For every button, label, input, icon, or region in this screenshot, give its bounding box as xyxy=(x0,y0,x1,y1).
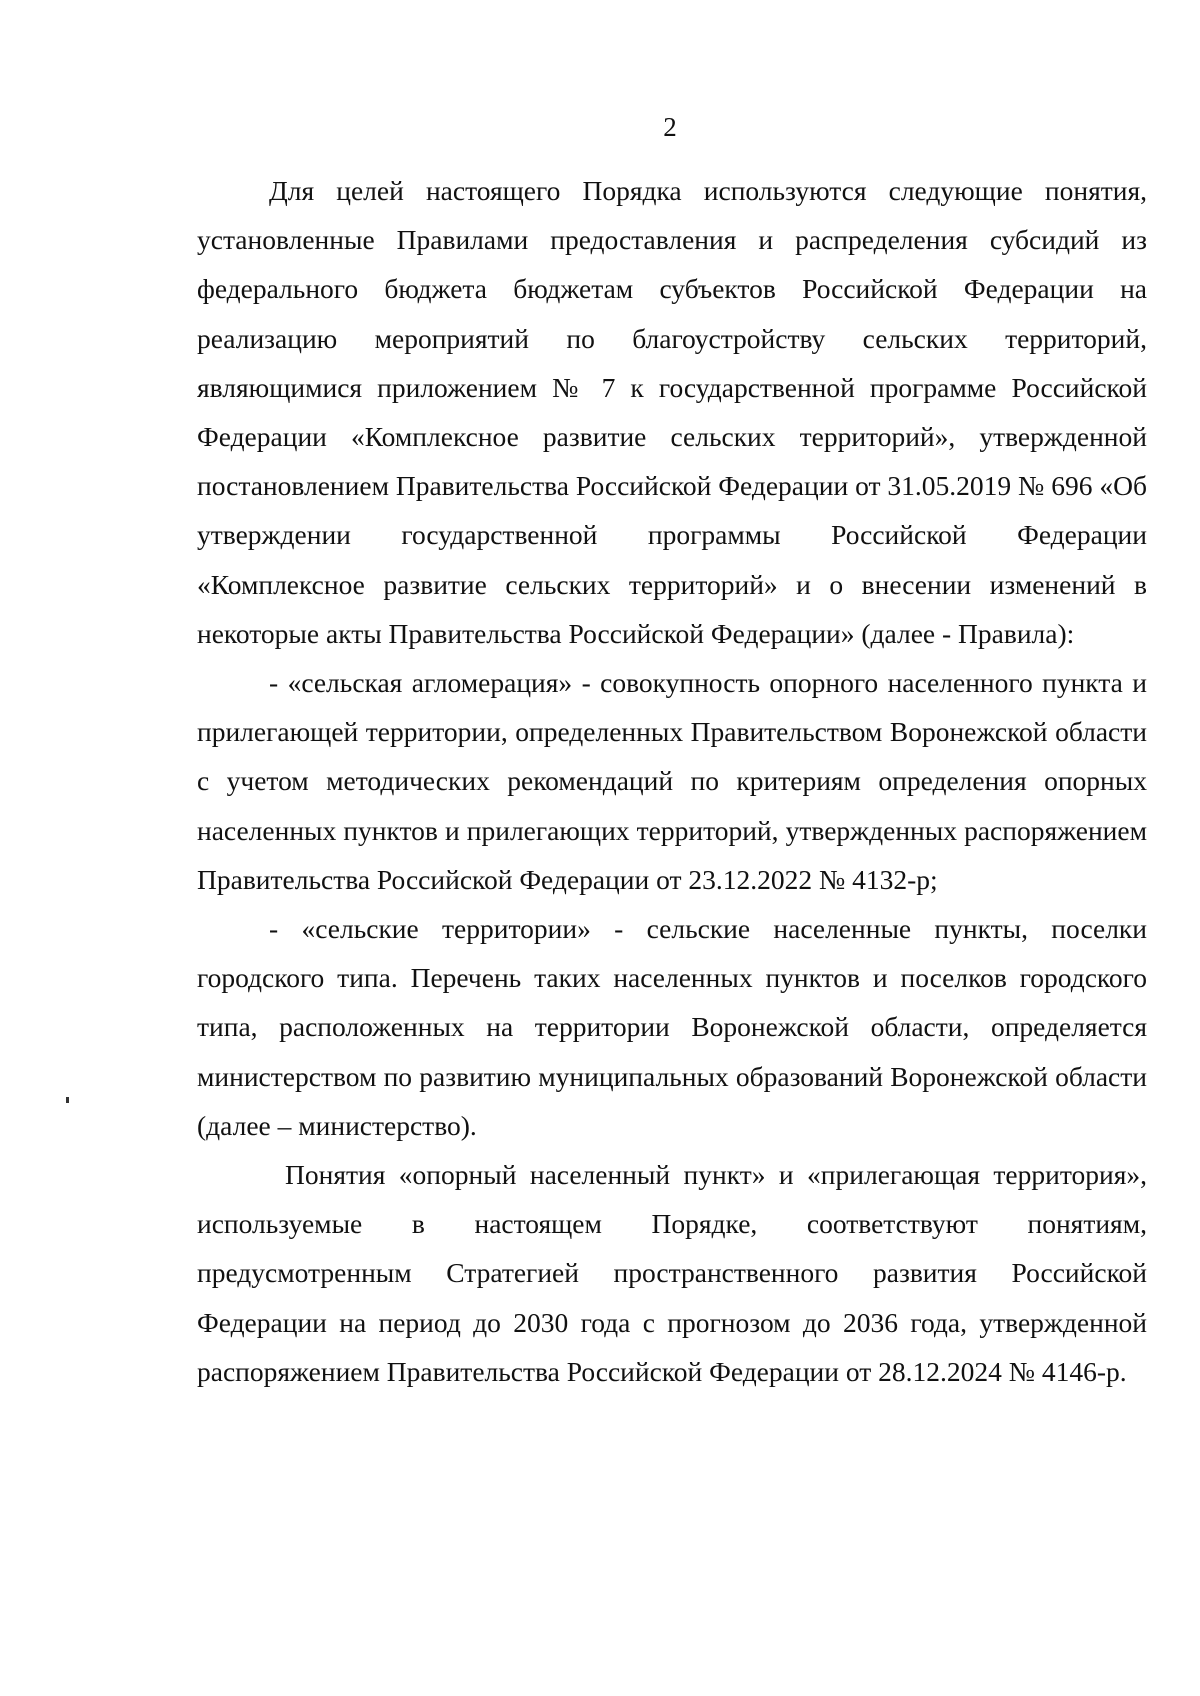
paragraph-rural-agglomeration: - «сельская агломерация» - совокупность опорного населенного пункта и прилегающей территории, определенных Правительством Воронежской области с учетом методических рекомендаций по критериям определения опорных населенных пунктов и прилегающих территорий, утвержденных распоряжением Правительства Российской Федерации от 23.12.2022 № 4132-р; xyxy=(197,667,1147,895)
paragraph-definitions-intro: Для целей настоящего Порядка используются следующие понятия, установленные Правилами предоставления и распределения субсидий из федерального бюджета бюджетам субъектов Российской Федерации на реализацию мероприятий по благоустройству сельских территорий, являющимися приложением № 7 к государственной программе Российской Федерации «Комплексное развитие сельских территорий», утвержденной постановлением Правительства Российской Федерации от 31.05.2019 № 696 «Об утверждении государственной программы Российской Федерации «Комплексное развитие сельских территорий» и о внесении изменений в некоторые акты Правительства Российской Федерации» (далее - Правила): xyxy=(197,175,1147,649)
document-body xyxy=(197,166,1147,1396)
paragraph-support-settlement: Понятия «опорный населенный пункт» и «прилегающая территория», используемые в настоящем Порядке, соответствуют понятиям, предусмотренным Стратегией пространственного развития Российской Федерации на период до 2030 года с прогнозом до 2036 года, утвержденной распоряжением Правительства Российской Федерации от 28.12.2024 № 4146-р. xyxy=(197,1159,1147,1387)
scan-speck xyxy=(66,1097,69,1103)
paragraph-rural-territories: - «сельские территории» - сельские населенные пункты, поселки городского типа. Перечень таких населенных пунктов и поселков городского типа, расположенных на территории Воронежской области, определяется министерством по развитию муниципальных образований Воронежской области (далее – министерство). xyxy=(197,913,1147,1141)
page-number: 2 xyxy=(663,112,677,142)
